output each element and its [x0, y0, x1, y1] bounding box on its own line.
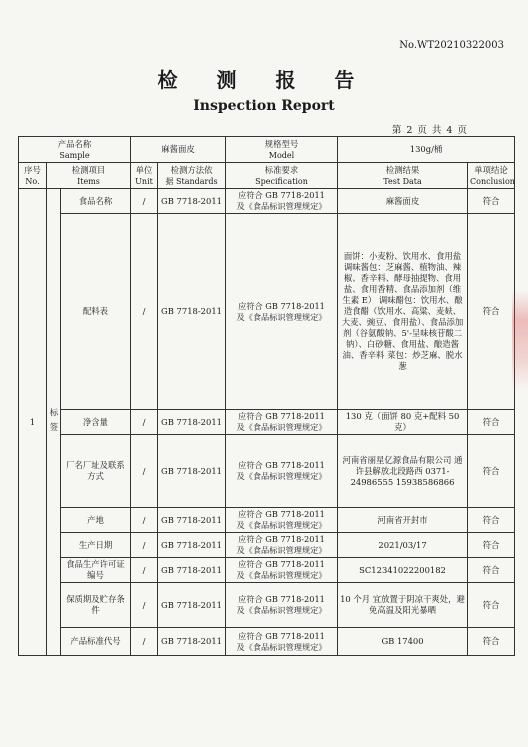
sample-row: [19, 137, 515, 163]
spec-line-2: 及《食品标识管理规定》: [236, 422, 327, 432]
conclusion-cell: 符合: [468, 533, 515, 558]
unit-cell: /: [131, 628, 158, 656]
method-cell: GB 7718-2011: [158, 583, 226, 628]
model-value: 130g/桶: [338, 137, 515, 163]
header-no-cn: 序号: [24, 164, 41, 175]
unit-cell: /: [131, 508, 158, 533]
model-label: [226, 137, 338, 163]
header-no-en: No.: [25, 176, 40, 186]
header-method: [158, 163, 226, 189]
spec-line-2: 及《食品标识管理规定》: [236, 311, 327, 322]
spec-cell: [226, 533, 338, 558]
header-data-en: Test Data: [383, 176, 422, 186]
unit-cell: /: [131, 533, 158, 558]
method-cell: GB 7718-2011: [158, 189, 226, 214]
header-unit-en: Unit: [135, 176, 153, 186]
item-name: 产地: [61, 508, 131, 533]
table-row: [19, 214, 515, 410]
conclusion-cell: 符合: [468, 410, 515, 435]
method-cell: GB 7718-2011: [158, 410, 226, 435]
test-data-cell: 2021/03/17: [338, 533, 468, 558]
item-name: 食品名称: [61, 189, 131, 214]
header-no: [19, 163, 47, 189]
inspection-table: [18, 136, 515, 656]
group-number: 1: [19, 189, 47, 656]
header-conclusion-cn: 单项结论: [474, 164, 508, 175]
spec-line-1: 应符合 GB 7718-2011: [238, 594, 325, 604]
method-cell: GB 7718-2011: [158, 628, 226, 656]
table-body: [19, 189, 515, 656]
header-spec-cn: 标准要求: [264, 164, 299, 175]
method-cell: GB 7718-2011: [158, 214, 226, 410]
test-data-cell: 面饼：小麦粉、饮用水、食用盐 调味酱包：芝麻酱、植物油、辣椒、香辛料、酵母抽提物、食用盐、食用香精、食品添加剂（维生素 E） 调味醋包：饮用水、酿造食醋（饮用水、高粱、麦麸、大麦、豌豆、食用盐）、食品添加剂（谷氨酸钠、5'-呈味核苷酸二钠）、白砂糖、食用盐、酿造酱油、香辛料 菜包：炒芝麻、脱水葱: [338, 214, 468, 410]
unit-cell: /: [131, 558, 158, 583]
test-data-cell: 130 克（面饼 80 克+配料 50 克）: [338, 410, 468, 435]
group-name: 标签: [47, 189, 61, 656]
spec-line-1: 应符合 GB 7718-2011: [238, 559, 325, 569]
item-name: 食品生产许可证编号: [61, 558, 131, 583]
header-row: [19, 163, 515, 189]
test-data-cell: GB 17400: [338, 628, 468, 656]
spec-line-1: 应符合 GB 7718-2011: [238, 460, 325, 470]
header-method-cn: 检测方法依: [170, 164, 213, 175]
conclusion-cell: 符合: [468, 508, 515, 533]
unit-cell: /: [131, 214, 158, 410]
table-row: [19, 410, 515, 435]
spec-cell: [226, 583, 338, 628]
page-indicator: 第 2 页 共 4 页: [391, 125, 468, 136]
table-row: [19, 435, 515, 508]
method-cell: GB 7718-2011: [158, 558, 226, 583]
item-name: 净含量: [61, 410, 131, 435]
test-data-cell: SC12341022200182: [338, 558, 468, 583]
spec-cell: [226, 508, 338, 533]
spec-cell: [226, 189, 338, 214]
header-items-cn: 检测项目: [71, 164, 106, 175]
test-data-cell: 10 个月 宜放置于阴凉干爽处，避免高温及阳光暴晒: [338, 583, 468, 628]
model-label-en: Model: [268, 150, 295, 160]
spec-line-1: 应符合 GB 7718-2011: [238, 190, 325, 200]
header-unit-cn: 单位: [135, 164, 153, 175]
item-name: 厂名厂址及联系方式: [61, 435, 131, 508]
item-name: 配料表: [61, 214, 131, 410]
table-row: [19, 583, 515, 628]
table-row: [19, 628, 515, 656]
model-label-cn: 规格型号: [264, 138, 299, 149]
test-data-cell: 麻酱面皮: [338, 189, 468, 214]
header-unit: [131, 163, 158, 189]
spec-line-1: 应符合 GB 7718-2011: [238, 300, 325, 311]
spec-cell: [226, 214, 338, 410]
conclusion-cell: 符合: [468, 435, 515, 508]
spec-cell: [226, 628, 338, 656]
method-cell: GB 7718-2011: [158, 435, 226, 508]
conclusion-cell: 符合: [468, 558, 515, 583]
header-data: [338, 163, 468, 189]
header-items-en: Items: [77, 176, 100, 186]
header-spec: [226, 163, 338, 189]
table-row: [19, 533, 515, 558]
conclusion-cell: 符合: [468, 214, 515, 410]
table-row: [19, 558, 515, 583]
spec-line-1: 应符合 GB 7718-2011: [238, 411, 325, 421]
seal-stamp-fragment: [512, 290, 528, 390]
sample-label-en: Sample: [59, 150, 90, 160]
spec-line-1: 应符合 GB 7718-2011: [238, 534, 325, 544]
spec-line-2: 及《食品标识管理规定》: [236, 471, 327, 481]
unit-cell: /: [131, 410, 158, 435]
unit-cell: /: [131, 189, 158, 214]
unit-cell: /: [131, 583, 158, 628]
spec-line-2: 及《食品标识管理规定》: [236, 201, 327, 211]
table-row: [19, 508, 515, 533]
spec-line-1: 应符合 GB 7718-2011: [238, 509, 325, 519]
report-number: No.WT20210322003: [399, 40, 504, 51]
conclusion-cell: 符合: [468, 583, 515, 628]
conclusion-cell: 符合: [468, 189, 515, 214]
header-spec-en: Specification: [255, 176, 308, 186]
header-conclusion-en: Conclusion: [470, 176, 515, 186]
item-name: 产品标准代号: [61, 628, 131, 656]
spec-cell: [226, 558, 338, 583]
title-english: Inspection Report: [193, 98, 335, 114]
spec-cell: [226, 435, 338, 508]
header-conclusion: [468, 163, 515, 189]
title-chinese: 检 测 报 告: [157, 68, 371, 92]
conclusion-cell: 符合: [468, 628, 515, 656]
spec-line-2: 及《食品标识管理规定》: [236, 605, 327, 615]
header-data-cn: 检测结果: [385, 164, 420, 175]
sample-value: 麻酱面皮: [131, 137, 226, 163]
sample-label-cn: 产品名称: [57, 138, 92, 149]
spec-cell: [226, 410, 338, 435]
item-name: 生产日期: [61, 533, 131, 558]
table-row: [19, 189, 515, 214]
header-method-en: 据 Standards: [165, 176, 218, 186]
test-data-cell: 河南省开封市: [338, 508, 468, 533]
sample-label: [19, 137, 131, 163]
spec-line-2: 及《食品标识管理规定》: [236, 545, 327, 555]
method-cell: GB 7718-2011: [158, 533, 226, 558]
header-items: [47, 163, 131, 189]
item-name: 保质期及贮存条件: [61, 583, 131, 628]
test-data-cell: 河南省丽星亿源食品有限公司 通许县解放北段路西 0371-24986555 15938586866: [338, 435, 468, 508]
method-cell: GB 7718-2011: [158, 508, 226, 533]
spec-line-1: 应符合 GB 7718-2011: [238, 630, 325, 641]
spec-line-2: 及《食品标识管理规定》: [236, 570, 327, 580]
spec-line-2: 及《食品标识管理规定》: [236, 520, 327, 530]
unit-cell: /: [131, 435, 158, 508]
spec-line-2: 及《食品标识管理规定》: [236, 641, 327, 652]
